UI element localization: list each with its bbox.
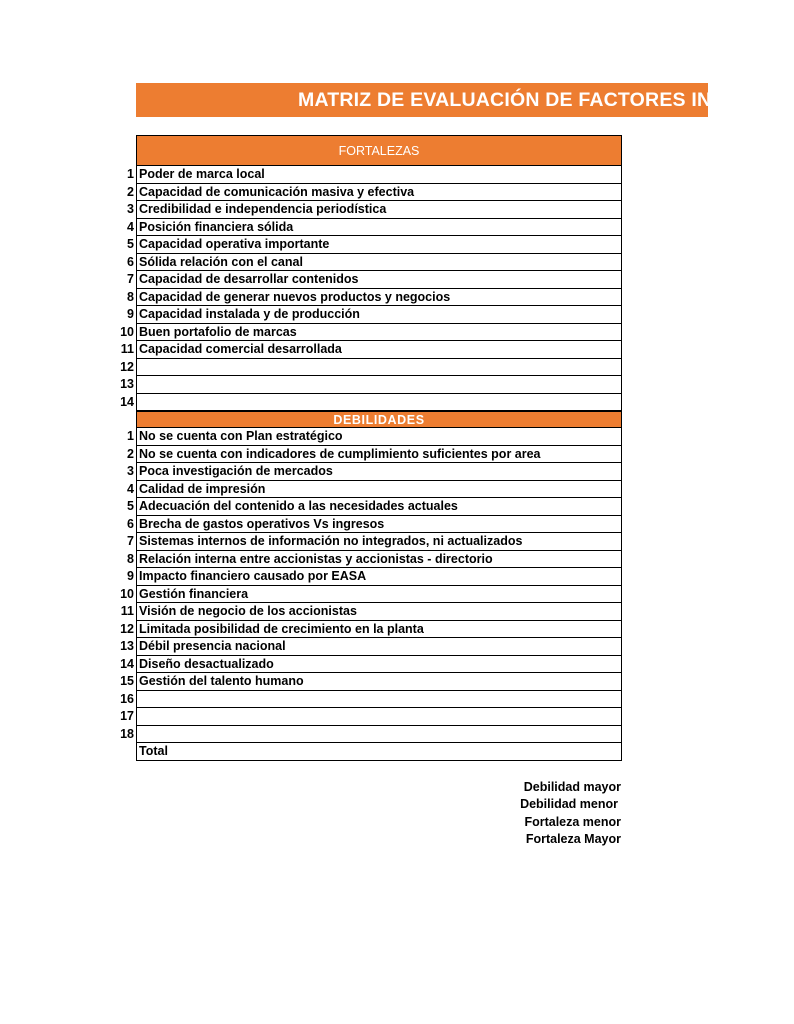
fortalezas-row-text: Posición financiera sólida xyxy=(139,219,294,234)
debilidades-row xyxy=(136,568,622,586)
debilidades-row-number: 3 xyxy=(127,464,134,478)
debilidades-row-number: 6 xyxy=(127,516,134,531)
legend-fortaleza-mayor: Fortaleza Mayor xyxy=(525,832,621,846)
debilidades-row xyxy=(136,498,622,516)
debilidades-row-number: 18 xyxy=(120,726,134,741)
debilidades-row-number: 16 xyxy=(120,691,134,706)
fortalezas-row-number: 2 xyxy=(127,184,134,199)
debilidades-row-text: Limitada posibilidad de crecimiento en la planta xyxy=(139,621,424,636)
debilidades-row-text: Poca investigación de mercados xyxy=(139,464,333,478)
fortalezas-row xyxy=(136,324,622,342)
fortalezas-row xyxy=(136,166,622,184)
fortalezas-row-number: 10 xyxy=(120,324,134,339)
debilidades-row xyxy=(136,533,622,551)
debilidades-row-text: Visión de negocio de los accionistas xyxy=(139,604,357,618)
debilidades-row-text: No se cuenta con Plan estratégico xyxy=(139,429,343,443)
debilidades-row-number: 7 xyxy=(127,534,134,548)
debilidades-row-text: Adecuación del contenido a las necesidades actuales xyxy=(139,499,458,513)
fortalezas-row-text: Capacidad instalada y de producción xyxy=(139,307,360,321)
debilidades-row-number: 8 xyxy=(127,551,134,566)
debilidades-row xyxy=(136,516,622,534)
fortalezas-row xyxy=(136,359,622,377)
debilidades-row-text: Relación interna entre accionistas y accionistas - directorio xyxy=(139,551,493,566)
fortalezas-row-number: 7 xyxy=(127,272,134,286)
debilidades-row xyxy=(136,586,622,604)
fortalezas-row xyxy=(136,271,622,289)
debilidades-row-text: Diseño desactualizado xyxy=(139,656,274,671)
fortalezas-row-text: Capacidad comercial desarrollada xyxy=(139,342,342,356)
fortalezas-row-number: 3 xyxy=(127,202,134,216)
debilidades-row-number: 17 xyxy=(120,709,134,723)
fortalezas-row-number: 13 xyxy=(120,377,134,391)
debilidades-row-number: 11 xyxy=(120,604,134,618)
legend-debilidad-mayor: Debilidad mayor xyxy=(523,780,621,794)
debilidades-row xyxy=(136,726,622,744)
fortalezas-row xyxy=(136,236,622,254)
debilidades-row-text: Débil presencia nacional xyxy=(139,639,286,653)
fortalezas-row xyxy=(136,306,622,324)
debilidades-row xyxy=(136,463,622,481)
debilidades-row xyxy=(136,691,622,709)
debilidades-row xyxy=(136,428,622,446)
fortalezas-row-number: 4 xyxy=(127,219,134,234)
debilidades-row-text: Calidad de impresión xyxy=(139,481,266,496)
fortalezas-row-text: Capacidad de desarrollar contenidos xyxy=(139,272,359,286)
debilidades-row-number: 12 xyxy=(120,621,134,636)
debilidades-row xyxy=(136,621,622,639)
fortalezas-header: FORTALEZAS xyxy=(136,135,622,166)
fortalezas-row xyxy=(136,184,622,202)
fortalezas-row xyxy=(136,219,622,237)
debilidades-row xyxy=(136,551,622,569)
total-label: Total xyxy=(139,744,168,758)
total-row xyxy=(136,743,622,761)
debilidades-row-text: Gestión del talento humano xyxy=(139,674,304,688)
fortalezas-row-number: 12 xyxy=(120,359,134,374)
fortalezas-row-number: 1 xyxy=(127,167,134,181)
fortalezas-row-text: Credibilidad e independencia periodística xyxy=(139,202,387,216)
fortalezas-row xyxy=(136,201,622,219)
debilidades-row xyxy=(136,673,622,691)
fortalezas-row xyxy=(136,394,622,412)
fortalezas-row-number: 8 xyxy=(127,289,134,304)
fortalezas-row-text: Capacidad operativa importante xyxy=(139,237,330,251)
debilidades-row-number: 4 xyxy=(127,481,134,496)
fortalezas-row-number: 5 xyxy=(127,237,134,251)
title-banner xyxy=(136,83,794,117)
matrix-title: MATRIZ DE EVALUACIÓN DE FACTORES INTERNOS xyxy=(298,89,794,111)
fortalezas-row-text: Poder de marca local xyxy=(139,167,265,181)
debilidades-row xyxy=(136,481,622,499)
debilidades-row-text: Brecha de gastos operativos Vs ingresos xyxy=(139,516,385,531)
fortalezas-row xyxy=(136,254,622,272)
debilidades-row xyxy=(136,638,622,656)
debilidades-row-text: No se cuenta con indicadores de cumplimiento suficientes por area xyxy=(139,446,541,461)
debilidades-header: DEBILIDADES xyxy=(136,411,622,428)
debilidades-row-text: Impacto financiero causado por EASA xyxy=(139,569,367,583)
debilidades-row-number: 1 xyxy=(127,429,134,443)
debilidades-row-number: 15 xyxy=(120,674,134,688)
debilidades-row-number: 14 xyxy=(120,656,134,671)
fortalezas-row-number: 14 xyxy=(120,394,134,409)
fortalezas-row xyxy=(136,376,622,394)
fortalezas-row-text: Buen portafolio de marcas xyxy=(139,324,297,339)
debilidades-row xyxy=(136,708,622,726)
fortalezas-row-text: Capacidad de generar nuevos productos y negocios xyxy=(139,289,451,304)
debilidades-row xyxy=(136,603,622,621)
fortalezas-row-number: 9 xyxy=(127,307,134,321)
debilidades-row xyxy=(136,446,622,464)
debilidades-row-number: 2 xyxy=(127,446,134,461)
legend-debilidad-menor: Debilidad menor xyxy=(520,797,618,811)
fortalezas-row-text: Sólida relación con el canal xyxy=(139,254,303,269)
debilidades-row-text: Gestión financiera xyxy=(139,586,249,601)
fortalezas-row xyxy=(136,341,622,359)
legend-fortaleza-menor: Fortaleza menor xyxy=(524,815,621,829)
debilidades-row xyxy=(136,656,622,674)
debilidades-row-number: 13 xyxy=(120,639,134,653)
fortalezas-row-text: Capacidad de comunicación masiva y efectiva xyxy=(139,184,415,199)
debilidades-row-number: 9 xyxy=(127,569,134,583)
debilidades-row-text: Sistemas internos de información no integrados, ni actualizados xyxy=(139,534,523,548)
debilidades-row-number: 5 xyxy=(127,499,134,513)
fortalezas-row-number: 6 xyxy=(127,254,134,269)
fortalezas-row xyxy=(136,289,622,307)
debilidades-row-number: 10 xyxy=(120,586,134,601)
fortalezas-row-number: 11 xyxy=(120,342,134,356)
